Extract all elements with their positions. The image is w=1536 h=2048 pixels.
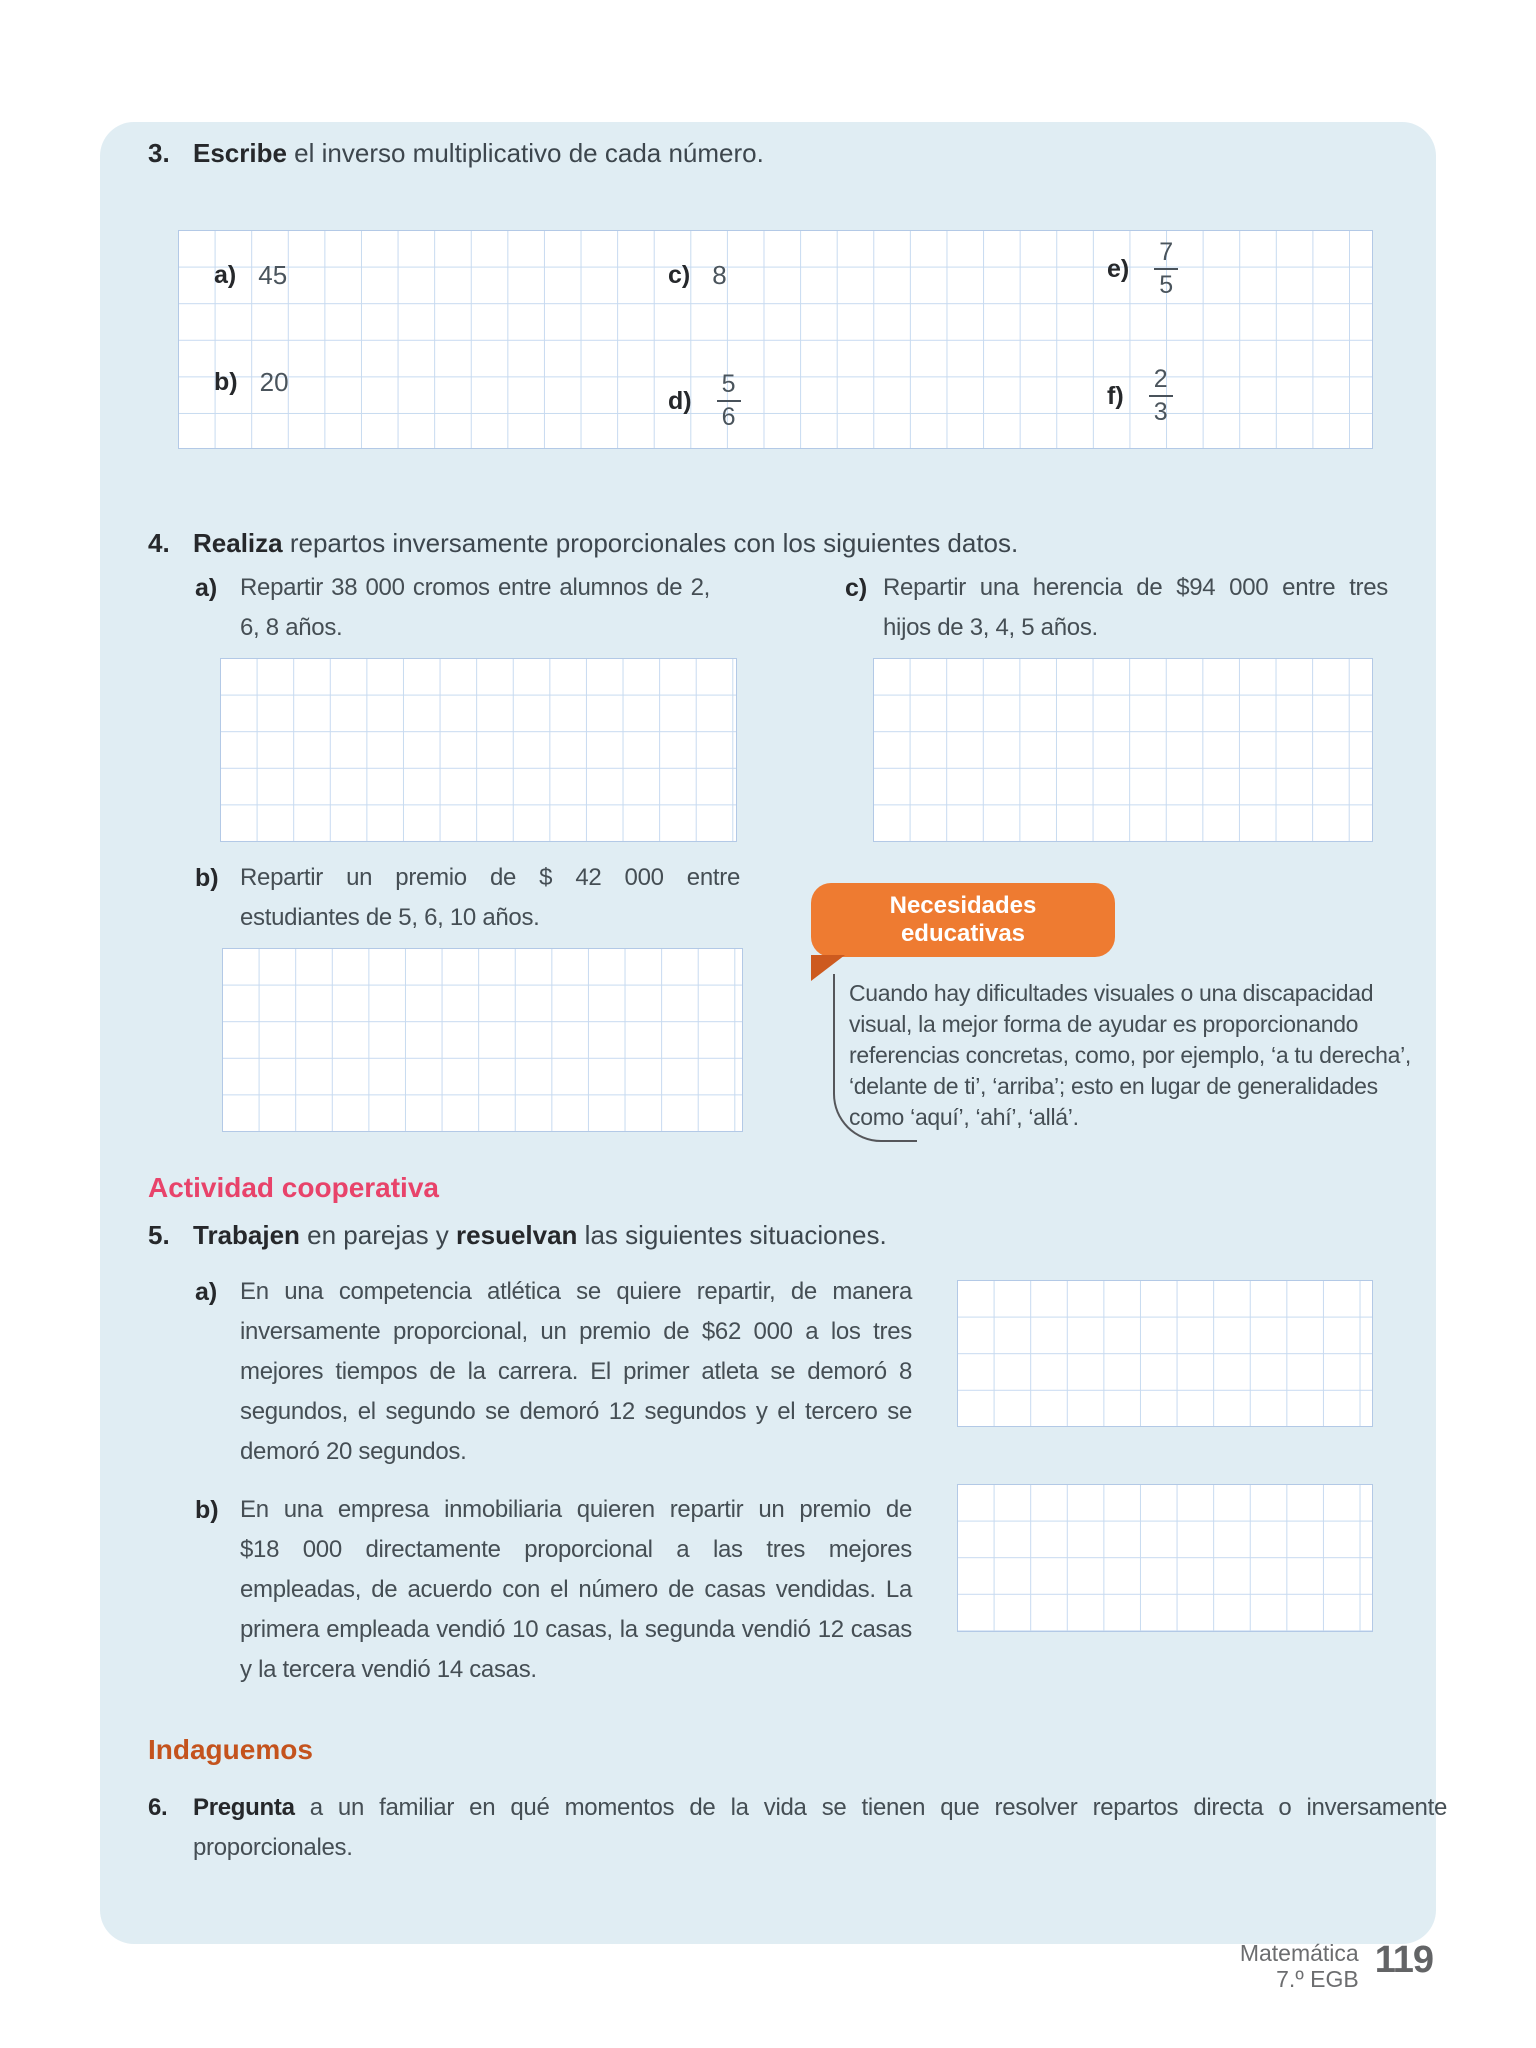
item-e-label: e)	[1107, 254, 1130, 283]
answer-grid-exercise3	[178, 230, 1373, 449]
item-d-denominator: 6	[721, 403, 736, 431]
item-d-numerator: 5	[717, 370, 741, 402]
exercise3-heading	[148, 136, 764, 170]
item-d-fraction	[714, 370, 744, 432]
item-a-label: a)	[214, 260, 237, 289]
item-d-label: d)	[668, 386, 692, 415]
exercise4b-text: Repartir un premio de $ 42 000 entre estudiantes de 5, 6, 10 años.	[240, 864, 740, 931]
item-a-value: 45	[258, 259, 288, 290]
exercise4a-label: a)	[195, 574, 218, 602]
item-e-denominator: 5	[1159, 271, 1174, 299]
exercise5b-text: En una empresa inmobiliaria quieren repartir un premio de $18 000 directamente proporcional a las tres mejores empleadas, de acuerdo con el número de casas vendidas. La primera empleada vendió 10 casas, la segunda vendió 12 casas y la tercera vendió 14 casas.	[240, 1496, 912, 1683]
exercise3-item-a	[214, 255, 287, 295]
exercise5-verb1: Trabajen	[193, 1220, 300, 1250]
item-e-fraction	[1151, 238, 1181, 300]
exercise4-verb: Realiza	[193, 528, 283, 558]
item-c-label: c)	[668, 260, 691, 289]
exercise6-verb: Pregunta	[193, 1794, 295, 1821]
special-needs-callout-body: Cuando hay dificultades visuales o una discapacidad visual, la mejor forma de ayudar es proporcionando referencias concretas, como, por ejemplo, ‘a tu derecha’, ‘delante de ti’, ‘arriba’; esto en lugar de generalidades como ‘aquí’, ‘ahí’, ‘allá’.	[849, 980, 1412, 1130]
exercise5b-label: b)	[195, 1496, 219, 1524]
exercise3-item-d	[668, 370, 744, 432]
section-title-inquiry: Indaguemos	[148, 1734, 313, 1765]
exercise4-heading	[148, 526, 1018, 560]
item-b-label: b)	[214, 367, 238, 396]
exercise3-number: 3.	[148, 138, 170, 168]
exercise5a-label: a)	[195, 1278, 218, 1306]
section-title-cooperative: Actividad cooperativa	[148, 1172, 439, 1203]
item-f-denominator: 3	[1153, 398, 1168, 426]
callout-title-line1: Necesidades	[889, 892, 1037, 919]
exercise6-number: 6.	[148, 1794, 168, 1821]
item-f-label: f)	[1107, 381, 1124, 410]
callout-title-line2: educativas	[900, 920, 1026, 947]
page-footer	[1240, 1940, 1433, 1992]
exercise3-lead-text: el inverso multiplicativo de cada número.	[286, 138, 764, 168]
exercise4-number: 4.	[148, 528, 170, 558]
footer-course	[1240, 1940, 1359, 1992]
exercise5-heading	[148, 1218, 887, 1252]
exercise5-lead-text: las siguientes situaciones.	[577, 1220, 887, 1250]
item-e-numerator: 7	[1154, 238, 1178, 270]
special-needs-callout-tab	[811, 883, 1115, 957]
answer-grid-exercise5b	[957, 1484, 1373, 1632]
exercise3-item-c	[668, 255, 727, 295]
exercise4c-label: c)	[845, 574, 868, 602]
exercise5-verb2: resuelvan	[456, 1220, 578, 1250]
exercise3-item-e	[1107, 238, 1181, 300]
exercise3-item-f	[1107, 365, 1176, 427]
exercise5-number: 5.	[148, 1220, 170, 1250]
exercise6-text: a un familiar en qué momentos de la vida se tienen que resolver repartos directa o inversamente proporcionales.	[193, 1794, 1447, 1861]
exercise4b-label: b)	[195, 864, 219, 892]
item-f-numerator: 2	[1149, 365, 1173, 397]
exercise4a-text: Repartir 38 000 cromos entre alumnos de 2, 6, 8 años.	[240, 574, 710, 641]
answer-grid-exercise5a	[957, 1280, 1373, 1427]
exercise6-paragraph	[148, 1788, 1447, 1868]
item-f-fraction	[1146, 365, 1176, 427]
exercise5a-text: En una competencia atlética se quiere repartir, de manera inversamente proporcional, un premio de $62 000 a los tres mejores tiempos de la carrera. El primer atleta se demoró 8 segundos, el segundo se demoró 12 segundos y el tercero se demoró 20 segundos.	[240, 1278, 912, 1465]
answer-grid-exercise4a	[220, 658, 737, 842]
exercise4c-text: Repartir una herencia de $94 000 entre tres hijos de 3, 4, 5 años.	[883, 574, 1388, 641]
answer-grid-exercise4b	[222, 948, 743, 1132]
worksheet-panel	[100, 122, 1447, 1944]
footer-page-number: 119	[1374, 1939, 1433, 1981]
item-c-value: 8	[712, 259, 727, 290]
exercise4-lead-text: repartos inversamente proporcionales con los siguientes datos.	[282, 528, 1019, 558]
item-b-value: 20	[259, 366, 289, 397]
answer-grid-exercise4c	[873, 658, 1373, 842]
exercise5-lead-mid: en parejas y	[299, 1220, 457, 1250]
footer-subject: Matemática	[1239, 1940, 1359, 1966]
exercise3-item-b	[214, 362, 289, 402]
exercise3-verb: Escribe	[193, 138, 287, 168]
footer-grade: 7.º EGB	[1276, 1966, 1359, 1992]
